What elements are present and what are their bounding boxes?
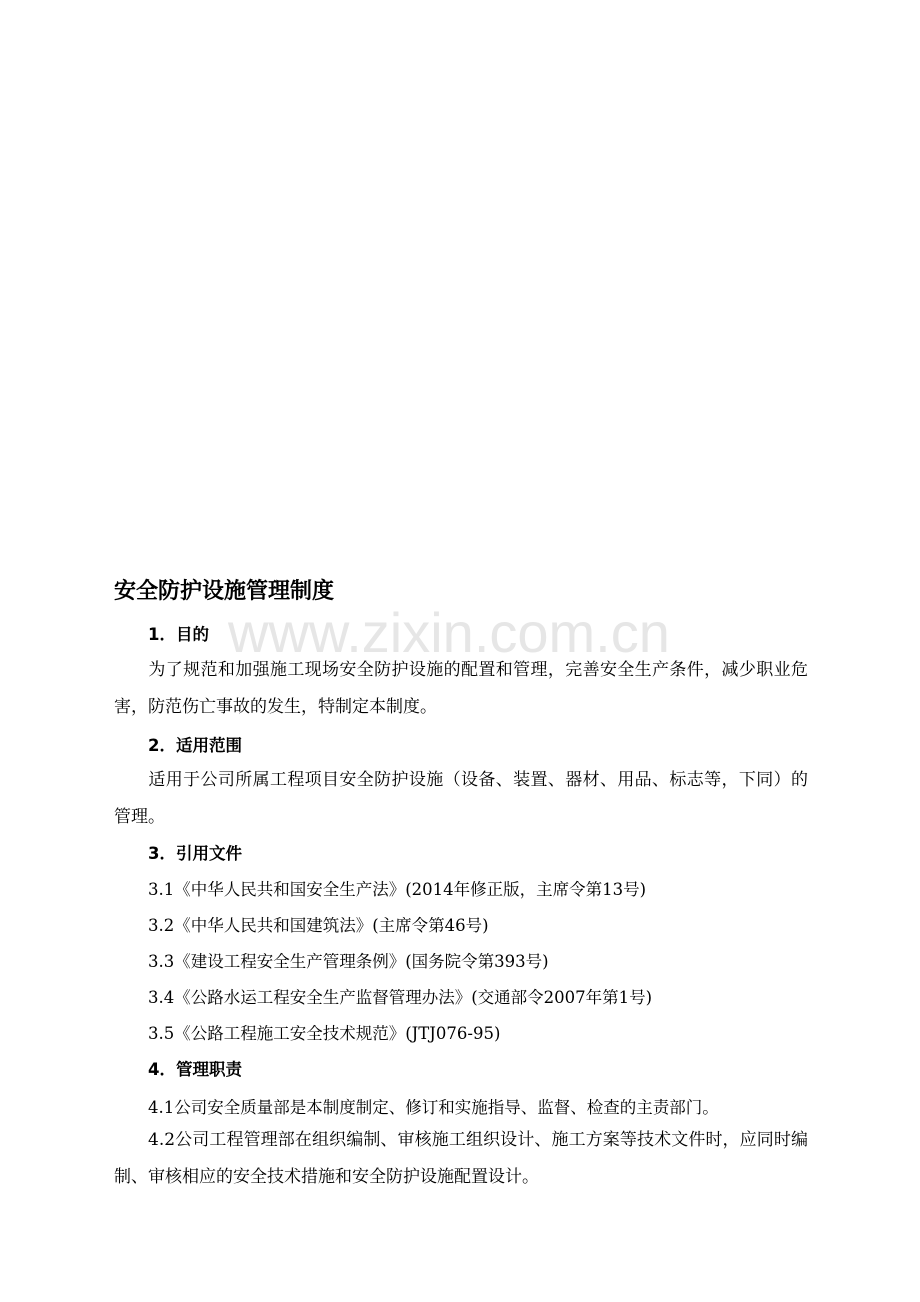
section-paragraph-scope: [114, 762, 808, 836]
reference-item: 3.1《中华人民共和国安全生产法》(2014年修正版，主席令第13号): [148, 880, 647, 899]
section-heading-purpose: 1．目的: [148, 625, 209, 644]
responsibility-item: [114, 1122, 808, 1196]
responsibility-item: 4.1公司安全质量部是本制度制定、修订和实施指导、监督、检查的主责部门。: [148, 1098, 719, 1117]
reference-item: 3.5《公路工程施工安全技术规范》(JTJ076-95): [148, 1024, 501, 1043]
watermark: www.zixin.com.cn: [228, 601, 670, 664]
section-heading-references: 3．引用文件: [148, 844, 242, 863]
reference-item: 3.2《中华人民共和国建筑法》(主席令第46号): [148, 916, 489, 935]
reference-item: 3.4《公路水运工程安全生产监督管理办法》(交通部令2007年第1号): [148, 988, 653, 1007]
paragraph-text: 4.2公司工程管理部在组织编制、审核施工组织设计、施工方案等技术文件时，应同时编制、审核相应的安全技术措施和安全防护设施配置设计。: [114, 1130, 808, 1187]
reference-item: 3.3《建设工程安全生产管理条例》(国务院令第393号): [148, 952, 549, 971]
section-paragraph-purpose: [114, 652, 808, 726]
section-heading-responsibilities: 4．管理职责: [148, 1060, 242, 1079]
paragraph-text: 适用于公司所属工程项目安全防护设施（设备、装置、器材、用品、标志等，下同）的管理。: [114, 770, 808, 827]
paragraph-text: 为了规范和加强施工现场安全防护设施的配置和管理，完善安全生产条件，减少职业危害，防范伤亡事故的发生，特制定本制度。: [114, 660, 808, 717]
document-title: 安全防护设施管理制度: [114, 579, 335, 604]
section-heading-scope: 2．适用范围: [148, 736, 242, 755]
